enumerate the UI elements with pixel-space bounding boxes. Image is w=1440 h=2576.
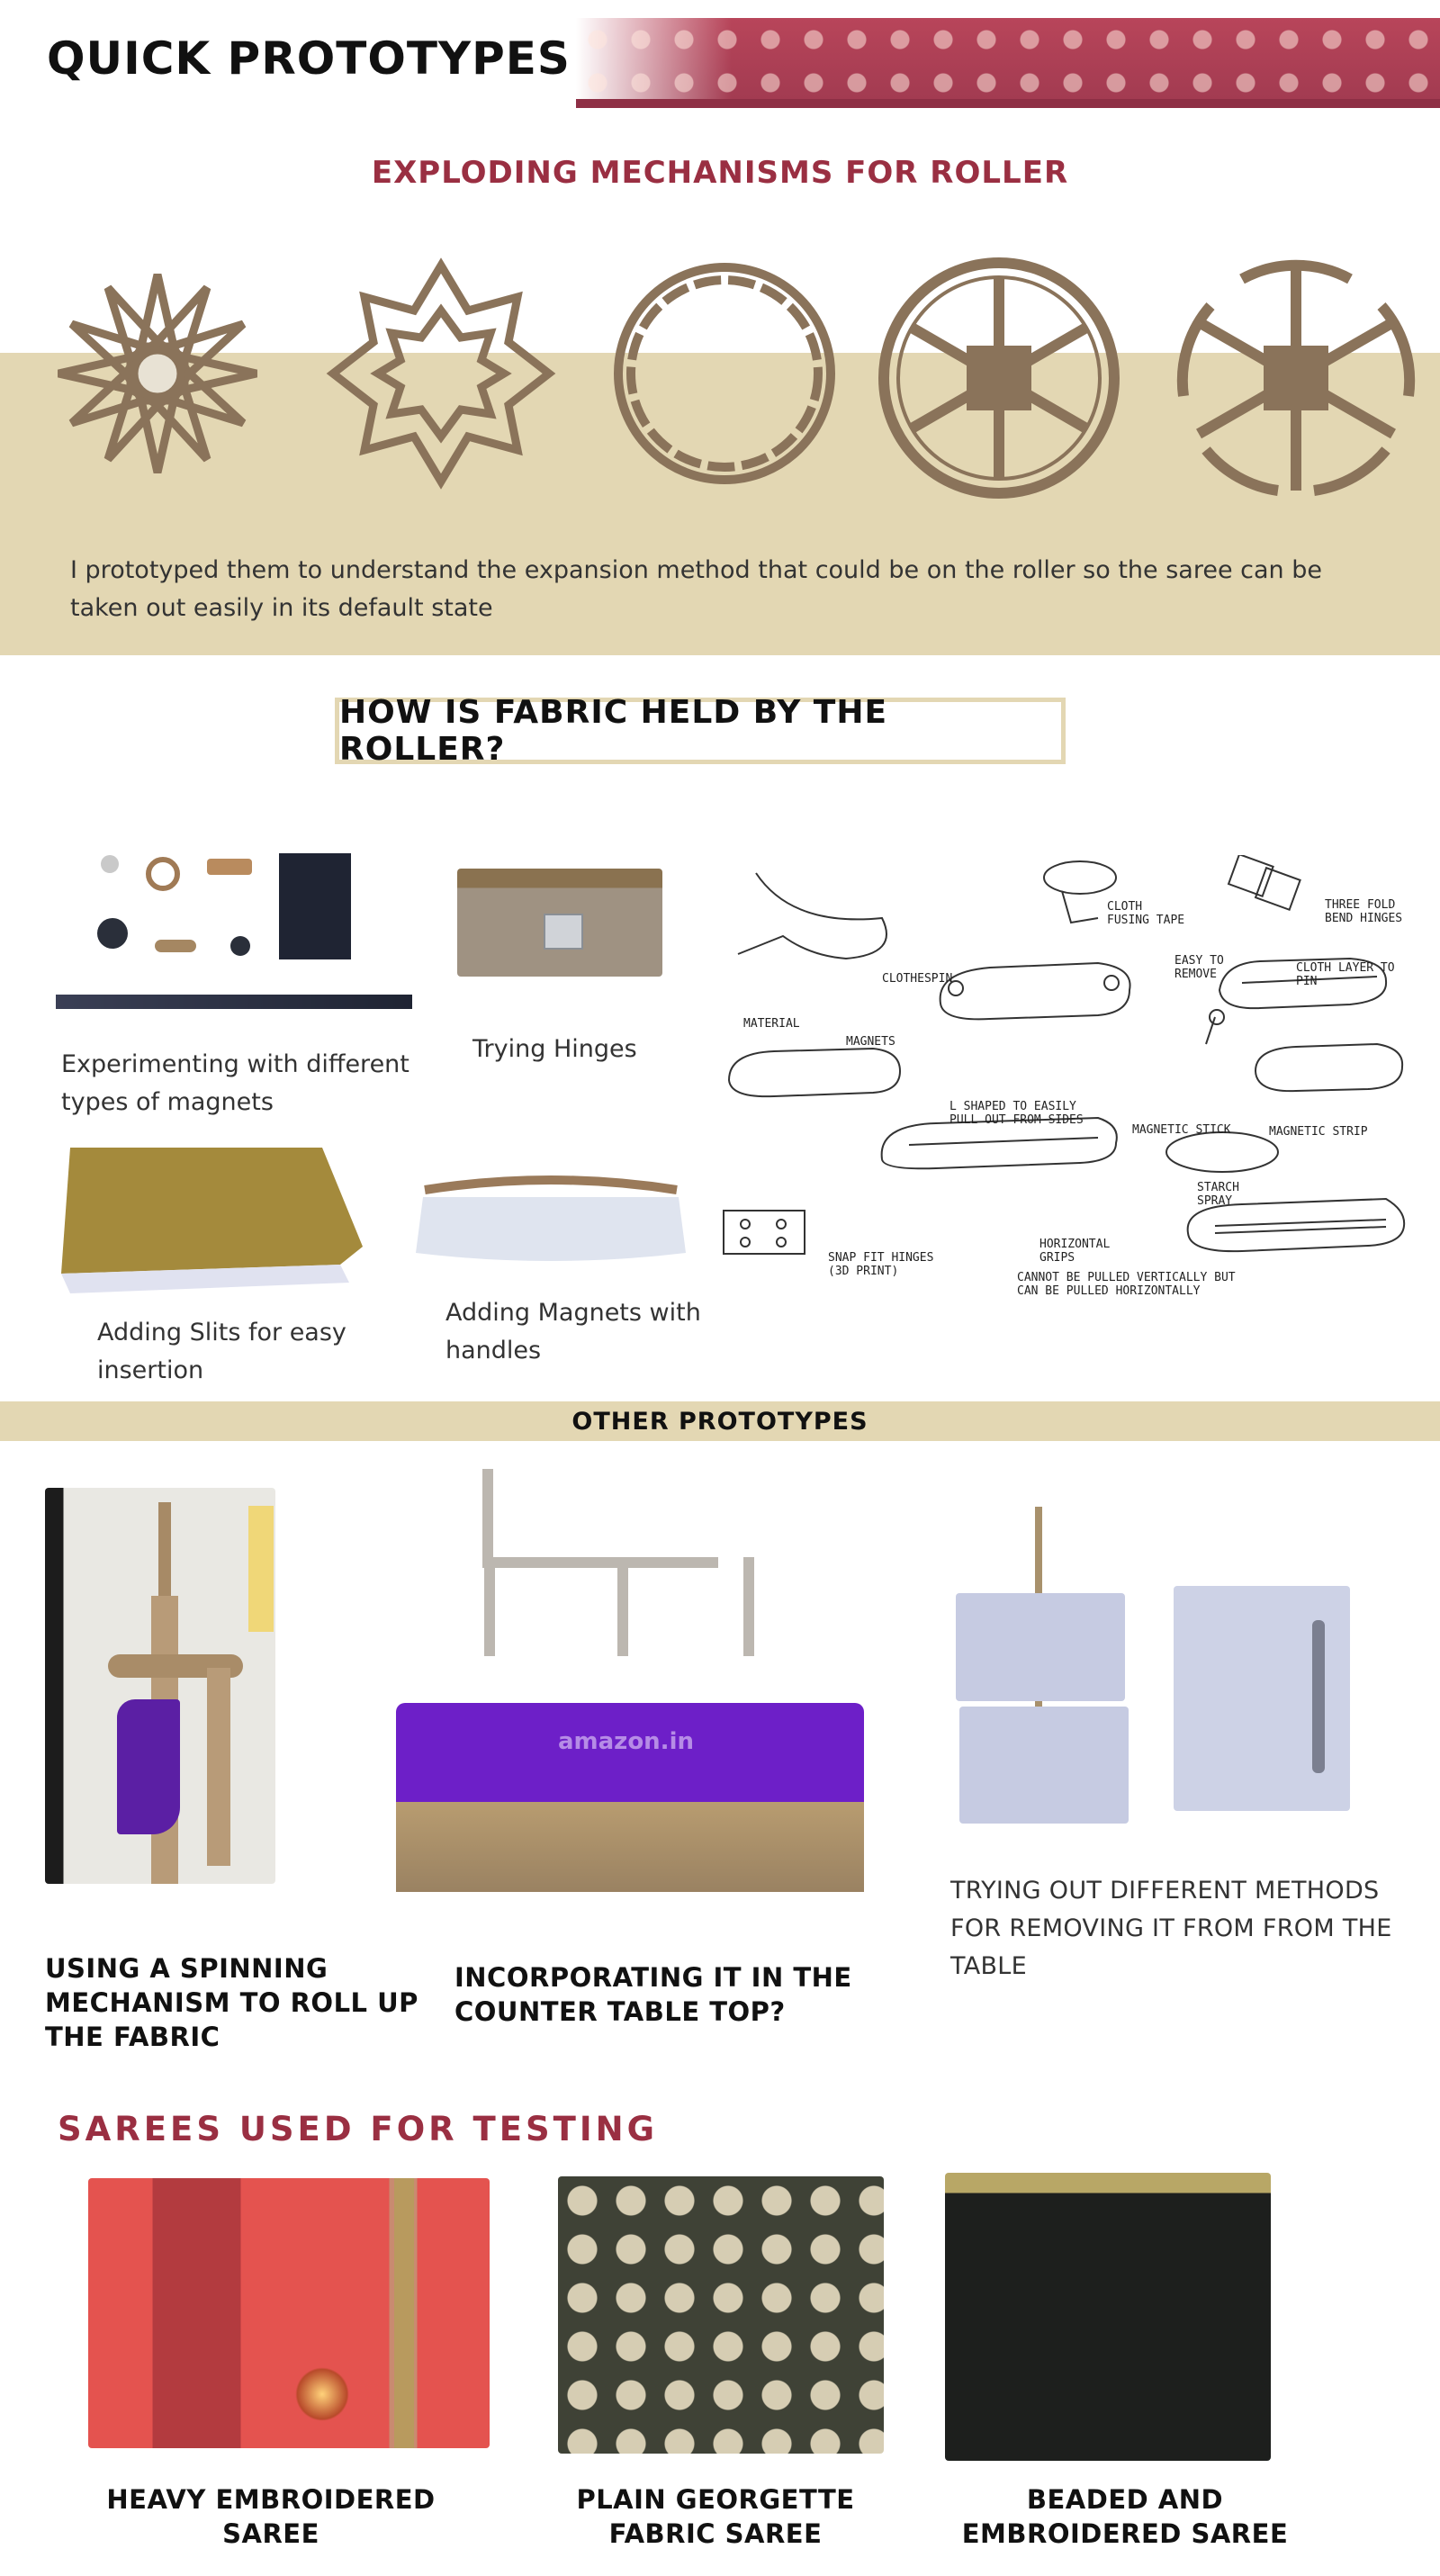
handles-caption: Adding Magnets with handles (446, 1299, 701, 1365)
sketch-label-starch-spray: STARCH SPRAY (1197, 1181, 1239, 1208)
sketch-label-magnets: MAGNETS (846, 1035, 896, 1049)
petal-ring-mechanism (333, 266, 549, 482)
fabric-held-heading-box (335, 694, 1066, 768)
spinning-mechanism-photo (45, 1488, 275, 1884)
counter-caption: INCORPORATING IT IN THE COUNTER TABLE TOP? (454, 1962, 852, 2027)
slits-caption: Adding Slits for easy insertion (97, 1319, 346, 1384)
slits-photo (52, 1139, 367, 1301)
sarees-heading: SAREES USED FOR TESTING (58, 2110, 659, 2148)
plain-georgette-saree-photo (558, 2176, 884, 2454)
amazon-box-label: amazon.in (558, 1728, 694, 1755)
spoked-wheel-mechanism (884, 263, 1114, 493)
removing-methods-photo (936, 1503, 1368, 1827)
other-prototypes-band (0, 1401, 1440, 1441)
exploding-mechanisms-heading: EXPLODING MECHANISMS FOR ROLLER (371, 155, 1069, 191)
mechanisms-description: I prototyped them to understand the expansion method that could be on the roller so the saree can be taken out easily in its default state (70, 556, 1322, 622)
sketch-label-material: MATERIAL (743, 1017, 800, 1031)
sketch-label-cannot-be-pulled: CANNOT BE PULLED VERTICALLY BUT CAN BE PULLED HORIZONTALLY (1017, 1271, 1236, 1298)
counter-table-photo (378, 1467, 882, 1917)
magnets-caption: Experimenting with different types of magnets (61, 1050, 410, 1116)
magnets-photo (54, 846, 414, 1017)
sketch-label-magnetic-strip: MAGNETIC STRIP (1269, 1125, 1368, 1139)
spinning-caption: USING A SPINNING MECHANISM TO ROLL UP THE FABRIC (45, 1953, 418, 2052)
star-flower-mechanism (58, 275, 256, 473)
fabric-held-heading: HOW IS FABRIC HELD BY THE ROLLER? (339, 694, 888, 768)
sketch-label-snap-fit: SNAP FIT HINGES (3D PRINT) (828, 1251, 934, 1278)
handles-photo (416, 1170, 686, 1269)
hinges-photo (457, 869, 662, 977)
other-prototypes-label: OTHER PROTOTYPES (572, 1407, 868, 1436)
page-title: QUICK PROTOTYPES (47, 32, 571, 85)
sketch-label-cloth-layer: CLOTH LAYER TO PIN (1296, 961, 1395, 988)
heavy-embroidered-saree-photo (88, 2178, 490, 2448)
decorative-saree-border (576, 18, 1440, 108)
beaded-embroidered-saree-photo (945, 2173, 1271, 2461)
sketch-label-magnetic-stick: MAGNETIC STICK (1132, 1123, 1231, 1137)
split-spoked-wheel-mechanism (1183, 266, 1409, 491)
sketch-label-horizontal-grips: HORIZONTAL GRIPS (1040, 1238, 1111, 1265)
scalloped-ring-mechanism (618, 267, 831, 480)
saree-label-heavy: HEAVY EMBROIDERED SAREE (106, 2484, 436, 2549)
hinges-caption: Trying Hinges (472, 1035, 637, 1063)
sketch-label-fusing-tape: CLOTH FUSING TAPE (1107, 900, 1185, 927)
sketch-label-l-shaped: L SHAPED TO EASILY PULL OUT FROM SIDES (950, 1100, 1084, 1127)
sketch-label-easy-remove: EASY TO REMOVE (1174, 954, 1224, 981)
sketches-panel (720, 855, 1422, 1332)
sketch-label-clothespin: CLOTHESPIN (882, 972, 953, 986)
saree-label-beaded: BEADED AND EMBROIDERED SAREE (961, 2484, 1289, 2549)
mechanism-prototypes (0, 225, 1440, 531)
saree-label-georgette: PLAIN GEORGETTE FABRIC SAREE (576, 2484, 855, 2549)
removing-caption: TRYING OUT DIFFERENT METHODS FOR REMOVING IT FROM FROM THE TABLE (950, 1877, 1392, 1980)
sketch-label-three-fold: THREE FOLD BEND HINGES (1325, 898, 1403, 925)
